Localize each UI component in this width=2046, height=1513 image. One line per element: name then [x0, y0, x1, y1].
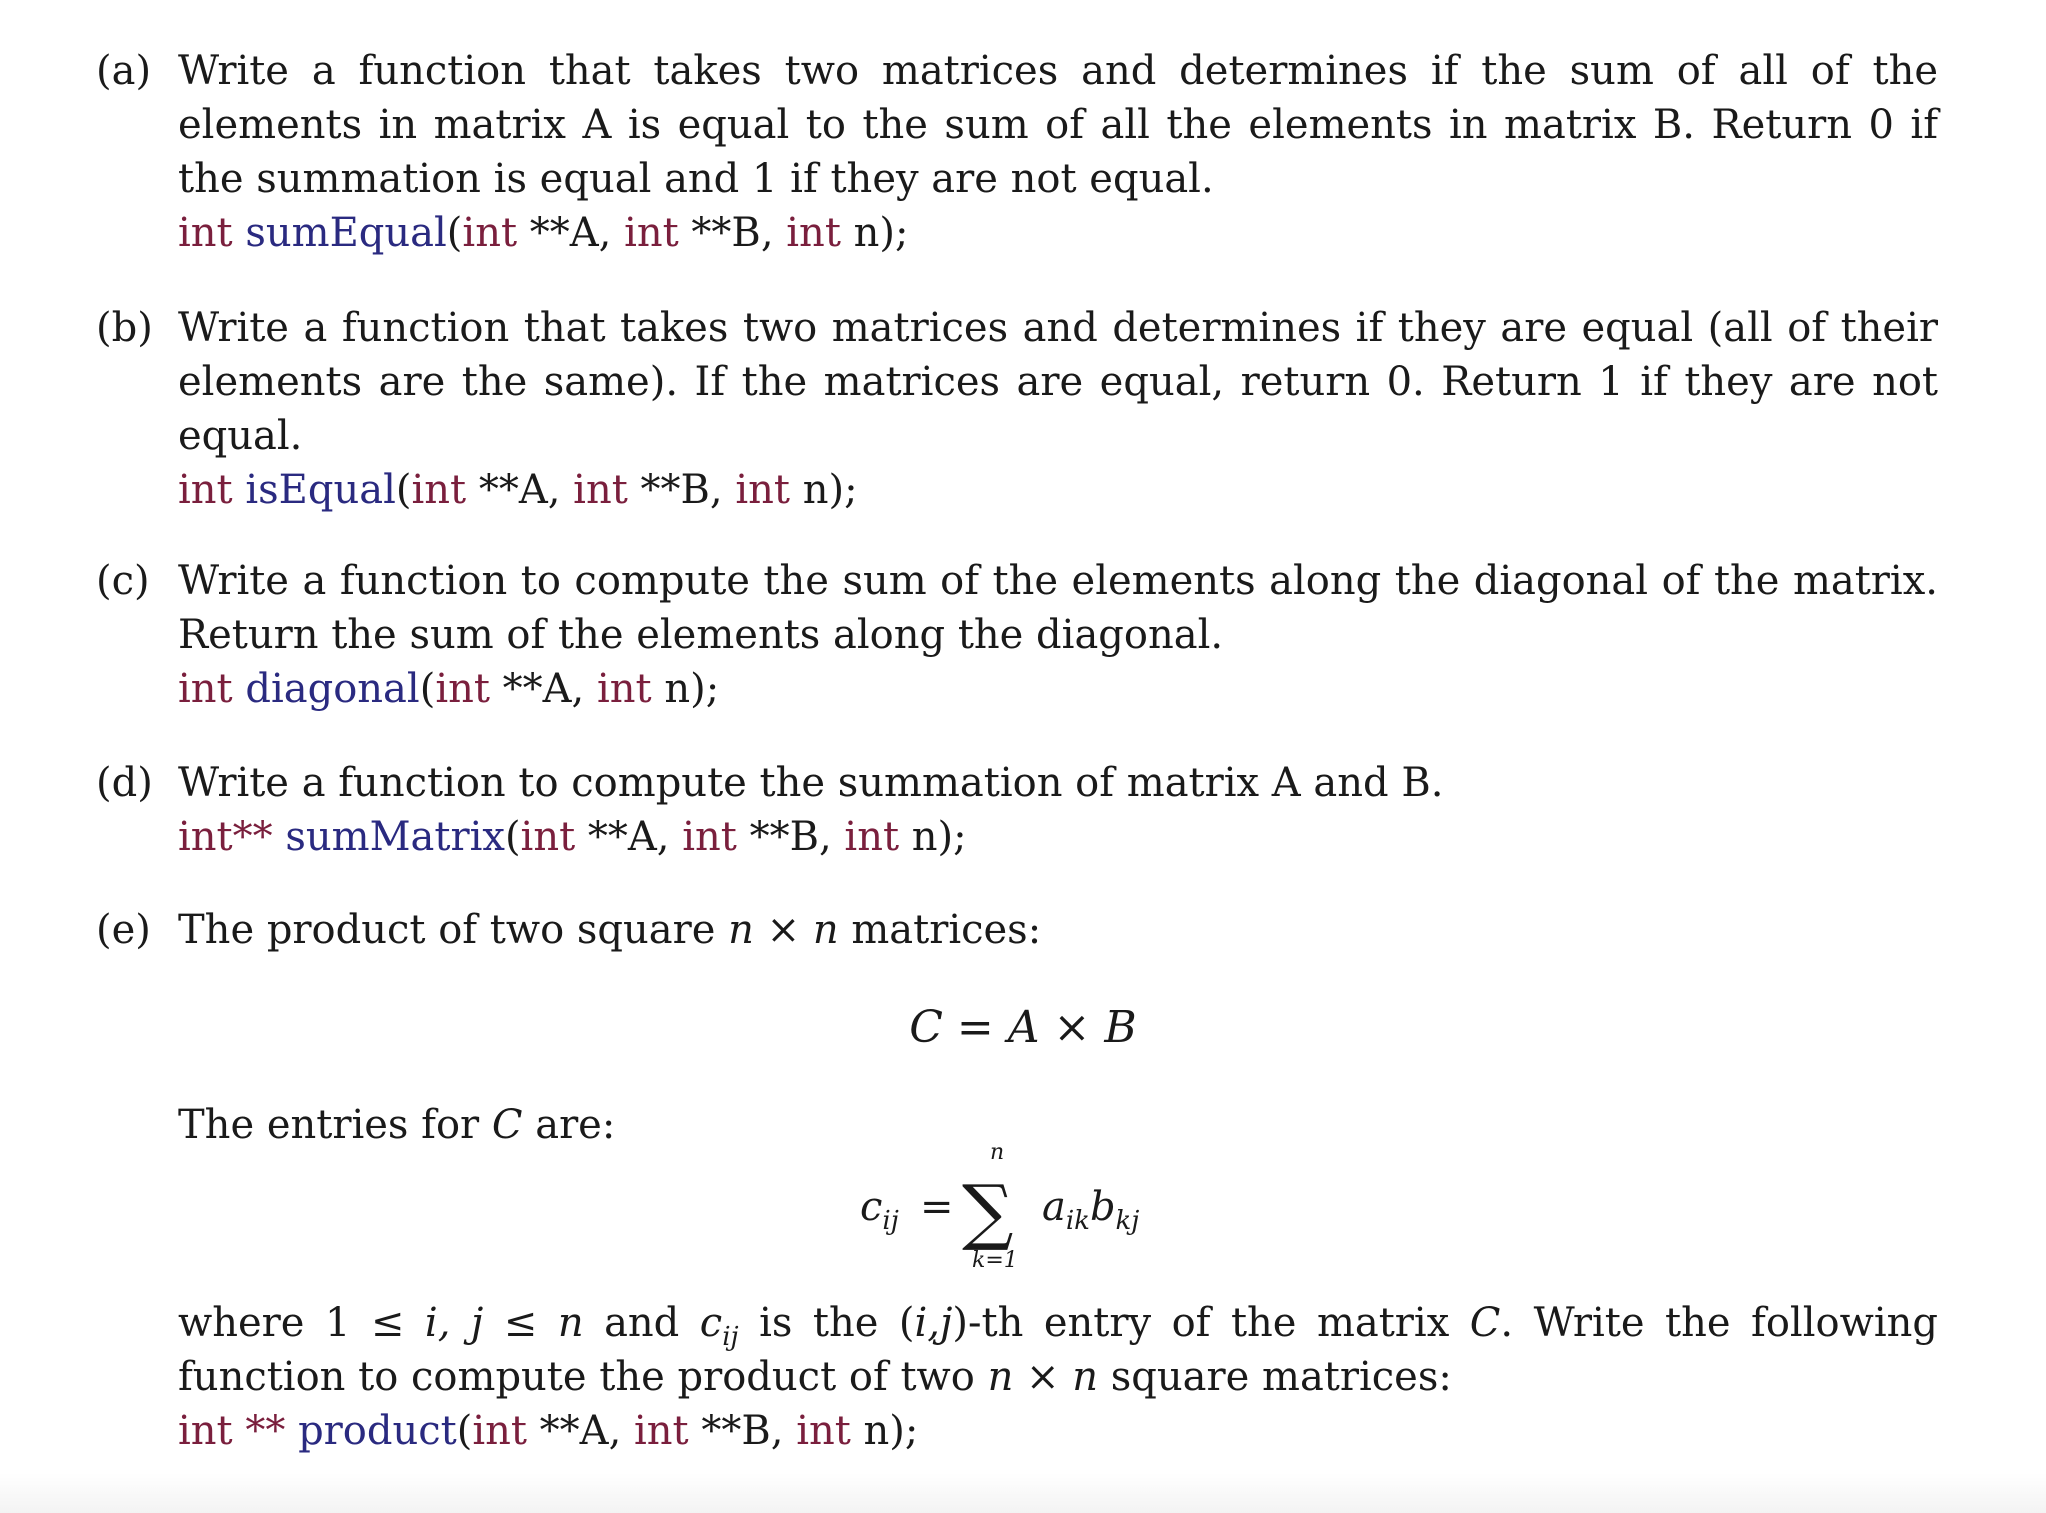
text-run: where 1 ≤	[178, 1300, 425, 1346]
sig-return-type: int	[178, 666, 233, 712]
item-e-signature	[178, 1404, 1938, 1458]
sig-type: int	[786, 210, 841, 256]
text-run: are:	[522, 1102, 616, 1148]
sig-type: int	[411, 467, 467, 513]
sum-lower-limit: k=1	[972, 1248, 1018, 1273]
math-run: C	[491, 1102, 523, 1148]
sig-type: int	[735, 467, 790, 513]
sig-type: int	[596, 666, 652, 712]
sig-paren: (	[456, 1408, 473, 1454]
sig-return-type: int	[178, 210, 233, 256]
sum-term-b: b	[1089, 1184, 1116, 1230]
sig-arg: **B,	[627, 467, 736, 513]
sum-upper-limit: n	[990, 1140, 1005, 1165]
sum-term-a: a	[1042, 1184, 1066, 1230]
sig-function-name: sumMatrix	[285, 814, 505, 860]
sig-arg: n);	[840, 210, 909, 256]
sig-arg: **B,	[688, 1408, 797, 1454]
sig-type: int	[682, 814, 737, 860]
sig-type: int	[844, 814, 900, 860]
sum-equals: =	[920, 1184, 954, 1230]
sum-lhs	[860, 1184, 899, 1236]
sum-lhs-base: c	[860, 1184, 883, 1230]
item-c-body	[178, 554, 1938, 716]
item-d-line-1: Write a function to compute the summation of matrix A and B.	[178, 760, 1444, 806]
sig-type: int	[796, 1408, 851, 1454]
item-b-body	[178, 301, 1938, 517]
sig-paren: (	[446, 210, 463, 256]
text-run: The entries for	[178, 1102, 492, 1148]
sig-arg: n);	[850, 1408, 919, 1454]
math-run: n × n	[728, 907, 839, 953]
sig-function-name: diagonal	[245, 666, 420, 712]
item-e-where-line-1	[178, 1296, 1938, 1350]
sig-paren: (	[504, 814, 521, 860]
math-run: n	[557, 1300, 584, 1346]
math-run: n × n	[987, 1354, 1099, 1400]
text-run: ≤	[483, 1300, 558, 1346]
item-a-body	[178, 44, 1938, 260]
sig-type: int	[624, 210, 679, 256]
item-d-body	[178, 756, 1938, 864]
item-b-line-1: Write a function that takes two matrices and determines if they are equal (all of their	[178, 305, 1938, 351]
item-c-line-1: Write a function to compute the sum of the elements along the diagonal of the matrix.	[178, 558, 1938, 604]
sig-paren: (	[419, 666, 436, 712]
text-run: matrices:	[838, 907, 1042, 953]
sig-type: int	[634, 1408, 689, 1454]
math-run: c	[699, 1300, 723, 1346]
sig-arg: **A,	[466, 467, 574, 513]
item-a-line-3: the summation is equal and 1 if they are not equal.	[178, 156, 1214, 202]
item-b-line-2: elements are the same). If the matrices are equal, return 0. Return 1 if they are not	[178, 359, 1938, 405]
sig-arg: n);	[790, 467, 858, 513]
item-a-signature	[178, 206, 1938, 260]
sum-symbol: ∑	[962, 1169, 1014, 1253]
sig-return-type: int**	[178, 814, 273, 860]
product-equation: C = A × B	[909, 1002, 1137, 1053]
math-sub: ij	[722, 1322, 739, 1352]
item-b-label: (b)	[96, 305, 153, 351]
item-a-label: (a)	[96, 48, 152, 94]
text-run: and	[583, 1300, 700, 1346]
item-e-body	[178, 903, 1938, 957]
sig-arg: **A,	[517, 210, 625, 256]
sig-arg: n);	[899, 814, 967, 860]
sig-arg: **B,	[736, 814, 845, 860]
item-d-label: (d)	[96, 760, 153, 806]
text-run: )-th entry of the matrix	[952, 1300, 1470, 1346]
item-c-line-2: Return the sum of the elements along the diagonal.	[178, 612, 1224, 658]
math-run: i, j	[424, 1300, 484, 1346]
item-b-signature	[178, 463, 1938, 517]
text-run: The product of two square	[178, 907, 729, 953]
sig-function-name: isEqual	[245, 467, 396, 513]
text-run: is the (	[738, 1300, 915, 1346]
text-run: function to compute the product of two	[178, 1354, 988, 1400]
text-run: . Write the following	[1500, 1300, 1938, 1346]
item-e-intro	[178, 903, 1938, 957]
item-e-where-line-2	[178, 1350, 1938, 1404]
sig-arg: **A,	[526, 1408, 634, 1454]
sum-term-b-sub: kj	[1115, 1206, 1140, 1236]
sig-type: int	[462, 210, 518, 256]
bottom-edge	[0, 1473, 2046, 1513]
item-c-label: (c)	[96, 558, 150, 604]
sig-return-type: int **	[178, 1408, 286, 1454]
sig-type: int	[435, 666, 490, 712]
sig-arg: **A,	[489, 666, 597, 712]
item-e-where-body	[178, 1296, 1938, 1458]
text-run: square matrices:	[1098, 1354, 1452, 1400]
math-run: C	[1469, 1300, 1501, 1346]
summation-equation	[850, 1140, 1250, 1290]
sig-type: int	[520, 814, 576, 860]
item-a-line-2: elements in matrix A is equal to the sum of all the elements in matrix B. Return 0 if	[178, 102, 1938, 148]
item-d-signature	[178, 810, 1938, 864]
sig-type: int	[573, 467, 628, 513]
sum-lhs-sub: ij	[882, 1206, 899, 1236]
sig-arg: **A,	[575, 814, 683, 860]
sum-term-a-sub: ik	[1065, 1206, 1090, 1236]
item-a-line-1: Write a function that takes two matrices and determines if the sum of all of the	[178, 48, 1938, 94]
item-c-signature	[178, 662, 1938, 716]
sig-type: int	[472, 1408, 527, 1454]
sum-term	[1042, 1184, 1139, 1236]
math-run: i,j	[914, 1300, 953, 1346]
item-e-label: (e)	[96, 907, 151, 953]
sig-return-type: int	[178, 467, 233, 513]
item-b-line-3: equal.	[178, 413, 303, 459]
sig-paren: (	[395, 467, 412, 513]
sig-arg: **B,	[678, 210, 787, 256]
sig-function-name: product	[298, 1408, 457, 1454]
sig-function-name: sumEqual	[245, 210, 447, 256]
sig-arg: n);	[651, 666, 720, 712]
